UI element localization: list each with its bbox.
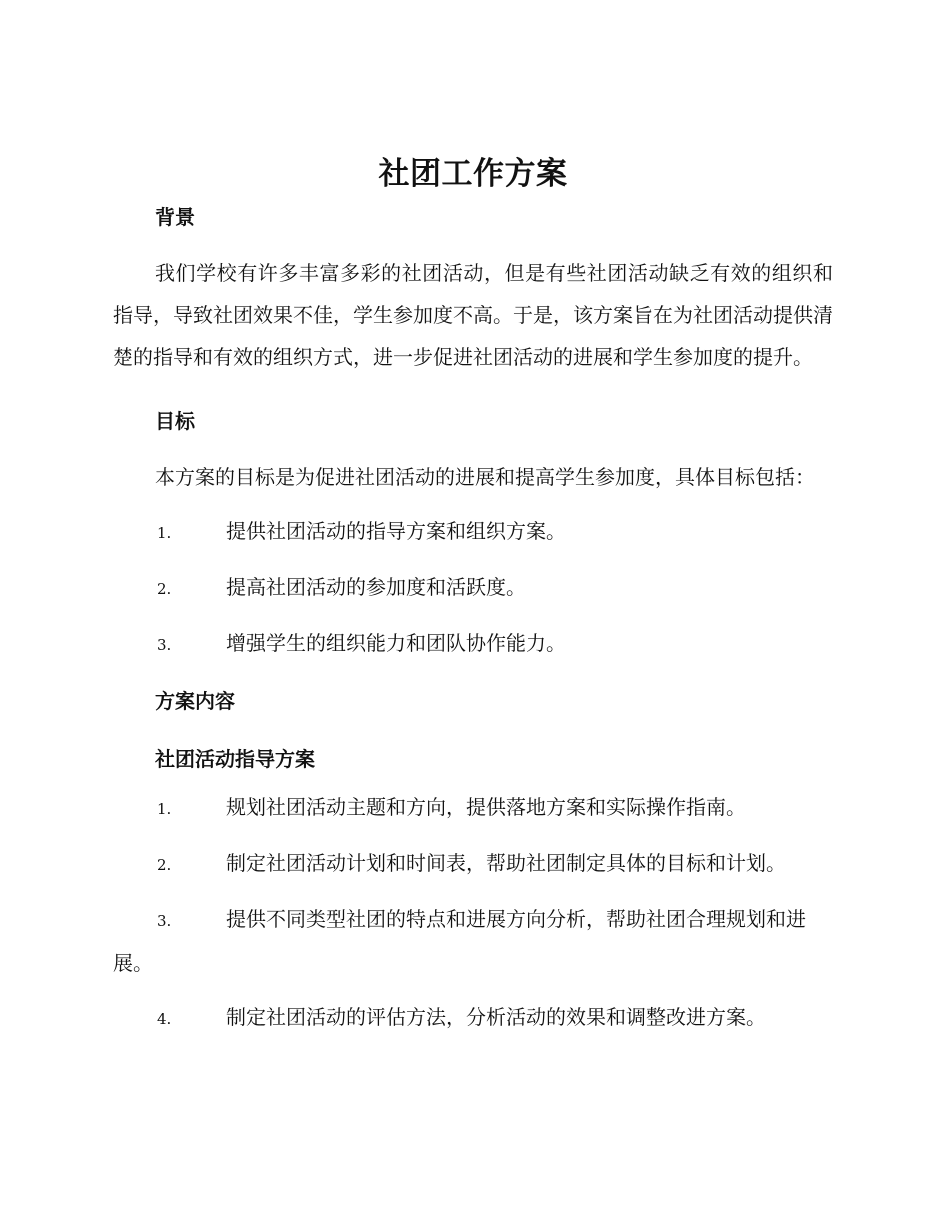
list-item-number: 4. — [157, 1010, 172, 1028]
spacer — [113, 554, 833, 566]
list-item — [113, 622, 833, 666]
list-item-text: 提供社团活动的指导方案和组织方案。 — [226, 519, 566, 543]
background-paragraph: 我们学校有许多丰富多彩的社团活动，但是有些社团活动缺乏有效的组织和指导，导致社团效果不佳，学生参加度不高。于是，该方案旨在为社团活动提供清楚的指导和有效的组织方式，进一步促进社团活动的进展和学生参加度的提升。 — [113, 261, 833, 369]
section-heading-goals: 目标 — [155, 409, 195, 433]
spacer — [113, 886, 833, 898]
spacer — [113, 498, 833, 510]
spacer — [113, 232, 833, 252]
list-item — [113, 996, 833, 1040]
list-item — [113, 842, 833, 886]
list-item — [113, 566, 833, 610]
section-heading-content: 方案内容 — [155, 689, 235, 713]
list-item-number: 2. — [157, 580, 172, 598]
list-item-number: 3. — [157, 636, 172, 654]
section-heading-background: 背景 — [155, 205, 195, 229]
list-item-text: 规划社团活动主题和方向，提供落地方案和实际操作指南。 — [226, 795, 746, 819]
list-item-text: 增强学生的组织能力和团队协作能力。 — [226, 631, 566, 655]
spacer — [113, 610, 833, 622]
spacer — [113, 378, 833, 406]
spacer — [113, 774, 833, 786]
list-item-number: 3. — [157, 912, 172, 930]
list-item — [113, 510, 833, 554]
spacer — [113, 830, 833, 842]
spacer — [113, 666, 833, 686]
section-subheading-guidance: 社团活动指导方案 — [155, 747, 315, 771]
spacer — [113, 716, 833, 744]
document-page — [113, 148, 833, 1040]
list-item-text: 制定社团活动计划和时间表，帮助社团制定具体的目标和计划。 — [226, 851, 786, 875]
list-item-number: 1. — [157, 800, 172, 818]
goals-paragraph: 本方案的目标是为促进社团活动的进展和提高学生参加度，具体目标包括： — [155, 465, 815, 489]
document-title: 社团工作方案 — [378, 156, 568, 192]
list-item-text: 制定社团活动的评估方法，分析活动的效果和调整改进方案。 — [226, 1005, 766, 1029]
list-item-number: 1. — [157, 524, 172, 542]
spacer — [113, 984, 833, 996]
list-item — [113, 786, 833, 830]
list-item-number: 2. — [157, 856, 172, 874]
list-item-text: 提高社团活动的参加度和活跃度。 — [226, 575, 526, 599]
list-item-text: 提供不同类型社团的特点和进展方向分析，帮助社团合理规划和进展。 — [113, 907, 806, 975]
list-item — [113, 898, 833, 984]
spacer — [113, 436, 833, 456]
